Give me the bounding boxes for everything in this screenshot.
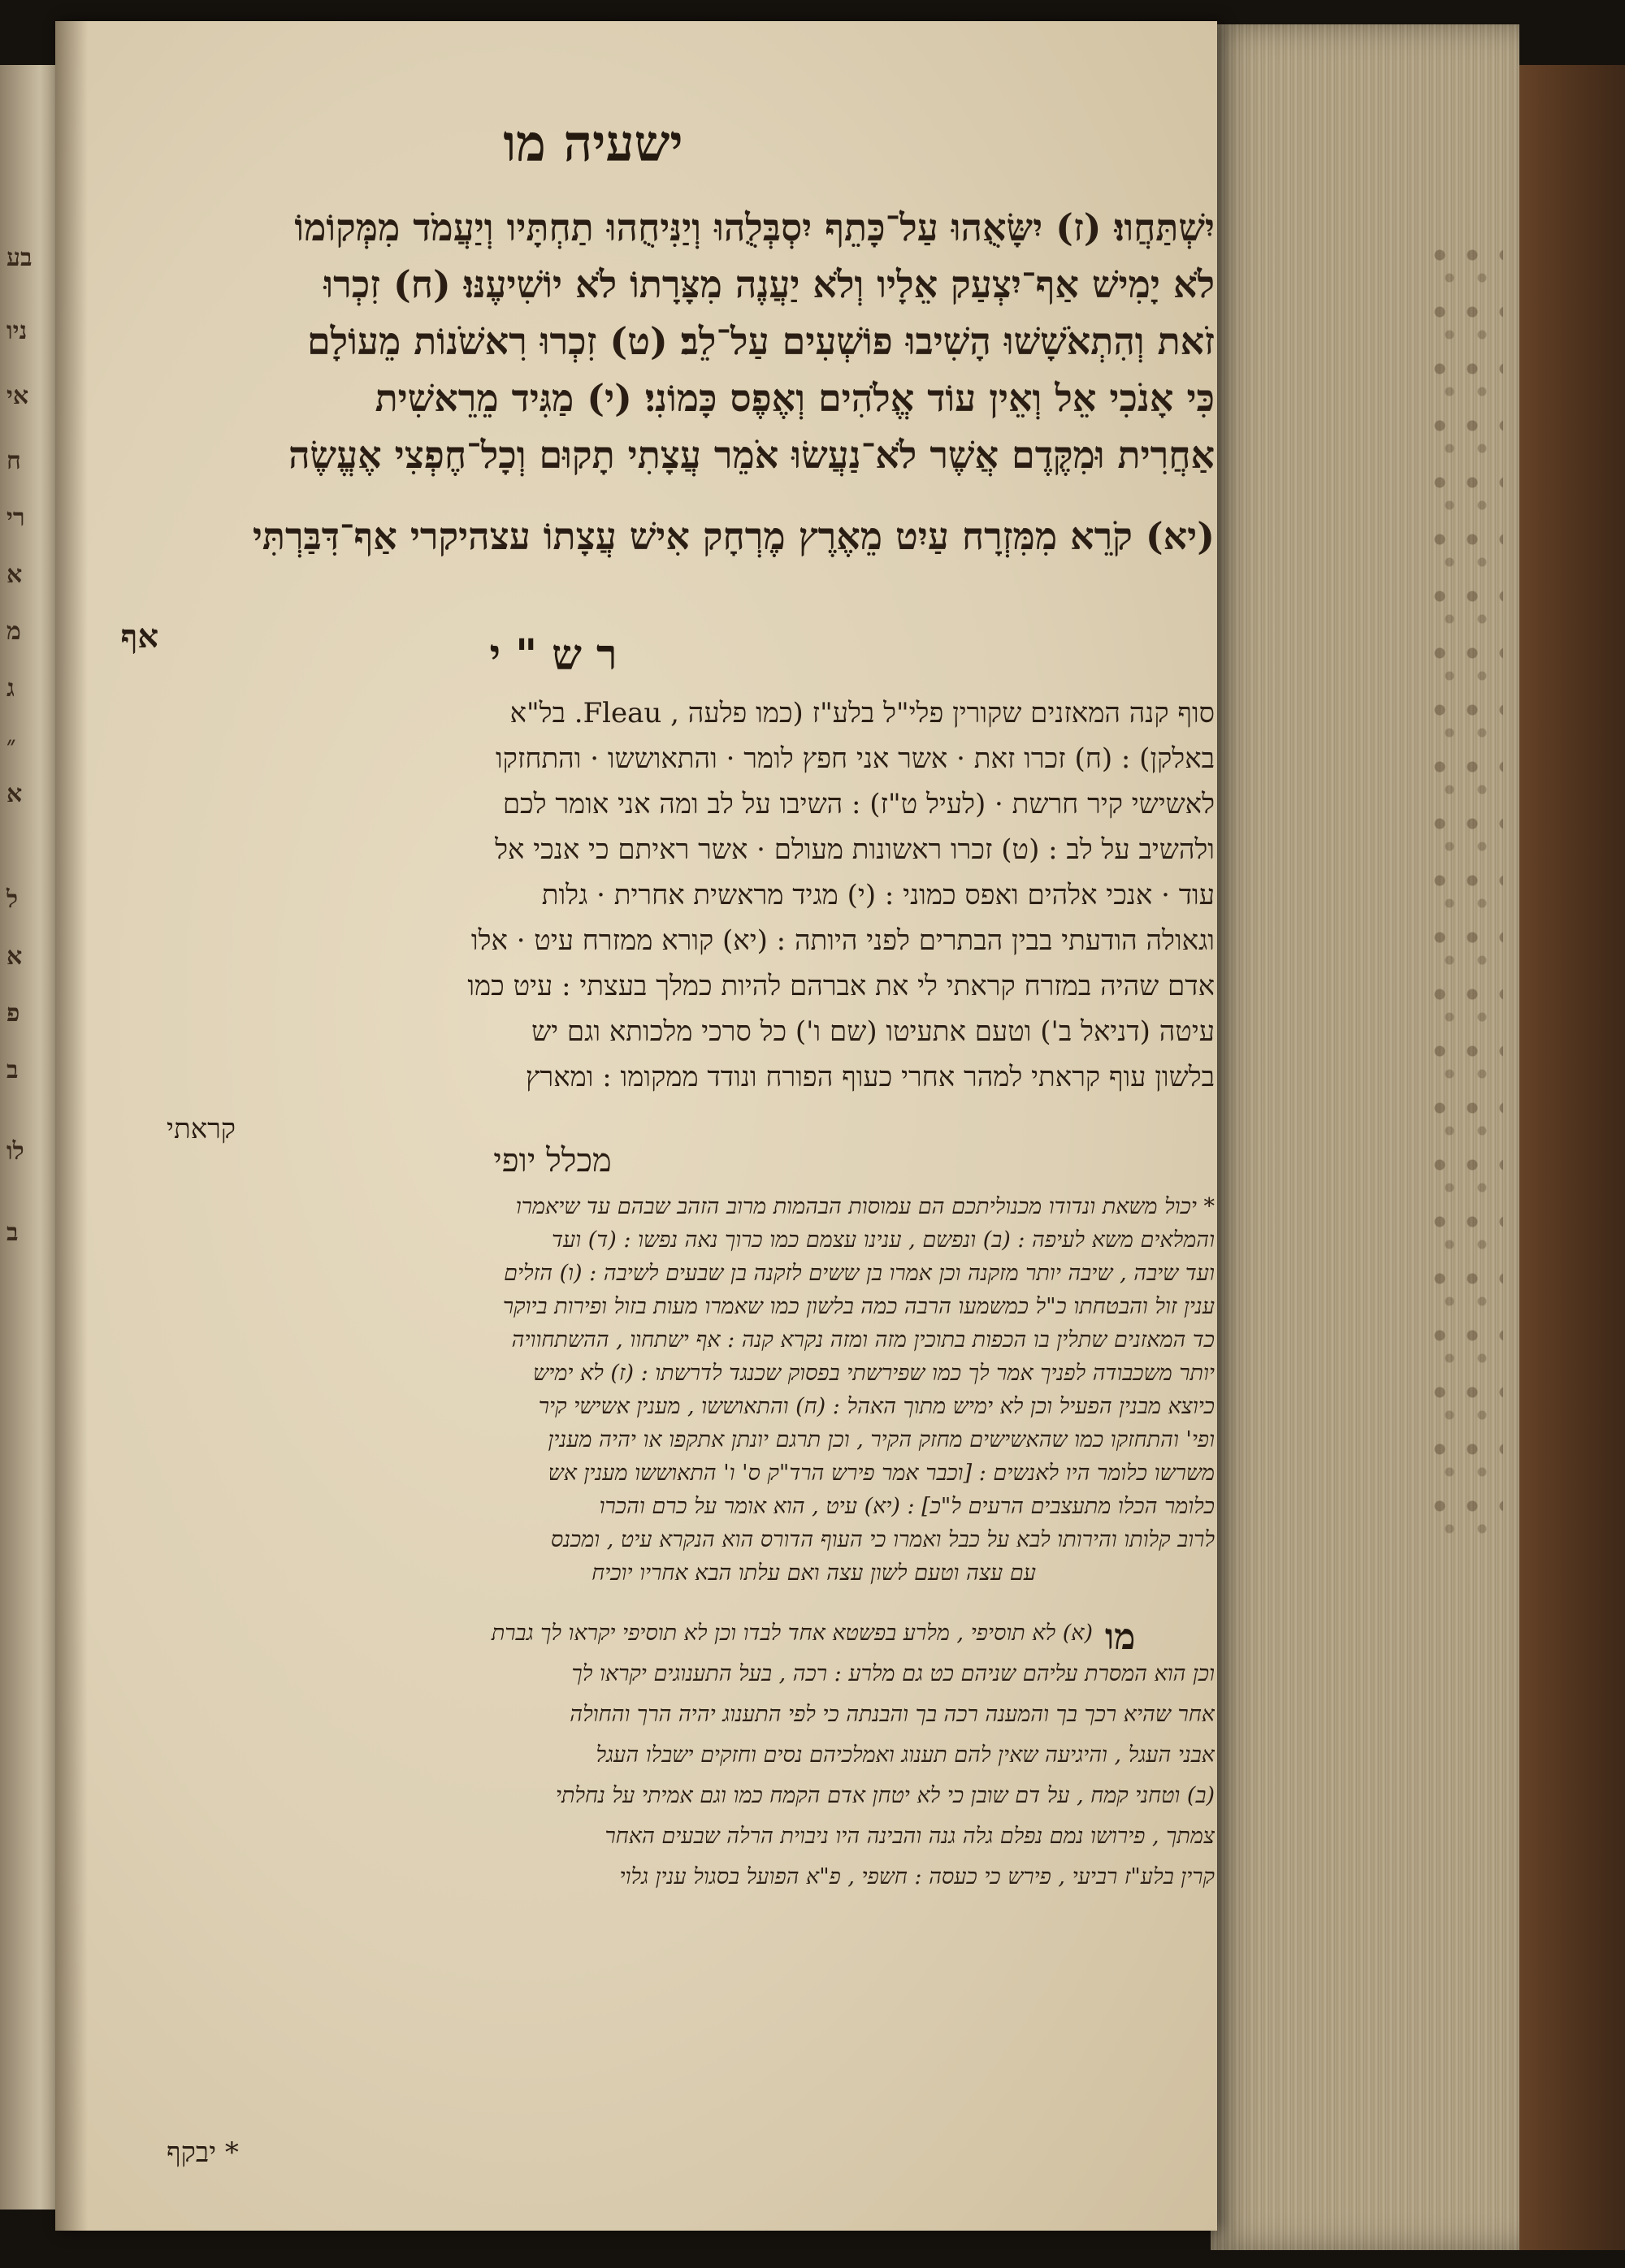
mikhlal-line: * יכול משאת ונדודו מכנוליתכם הם עמוסות הבהמות מרוב הזהב שבהם עד שיאמרו	[515, 1194, 1215, 1219]
rashi-line: בלשון עוף קראתי למהר אחרי כעוף הפורח ונודד ממקומו : ומארץ	[525, 1061, 1215, 1093]
verse-line: (יא) קֹרֵא מִמִּזְרָח עַיִט מֵאֶרֶץ מֶרְחָק אִישׁ עֲצָתוֹ עצהיקרי אַף־דִּבַּרְתִּי	[252, 514, 1215, 558]
left-page-fragment: ג	[6, 674, 15, 703]
chapter-marker: מו	[1105, 1617, 1136, 1658]
left-page-fragment: ב	[6, 1056, 19, 1084]
left-page-fragment: ח	[6, 447, 21, 475]
mikhlal-line: ענין זול והבטחתו כ"ל כמשמעו הרבה כמה בלשון כמו שאמרו מעות בזול ופירות ביוקר	[502, 1294, 1215, 1319]
mikhlal-line: וכן הוא המסרת עליהם שניהם כט גם מלרע : רכה , בעל התענוגים יקראו לך	[571, 1661, 1215, 1686]
verse-line: אַחֲרִית וּמִקֶּדֶם אֲשֶׁר לֹא־נַעֲשׂוּ אֹמֵר עֲצָתִי תָקוּם וְכָל־חֶפְצִי אֶעֱשֶׂה	[288, 433, 1215, 477]
mikhlal-line: אחר שהיא רכך בך והמענה רכה בך והבנתה כי לפי התענוג יהיה הרך והחולה	[570, 1702, 1215, 1727]
rashi-line: סוף קנה המאזנים שקורין פלי"ל בלע"ז (כמו פלעה , Fleau. בל"א	[509, 697, 1215, 729]
mikhlal-line: קרין בלע"ז רביעי , פירש כי כעסה : חשפי , פ"א הפועל בסגול ענין גלוי	[619, 1864, 1215, 1889]
left-page-fragment: פ	[6, 999, 20, 1028]
page-edge-stains	[1430, 244, 1503, 1543]
signature-mark: * יבקף	[167, 2136, 239, 2169]
verse-catchword: אף	[120, 617, 158, 656]
running-head: ישעיה מו	[503, 114, 683, 173]
left-page-fragment: אי	[6, 382, 29, 410]
mikhlal-line: (ב) וטחני קמח , על דם שובן כי לא יטחן אדם הקמח כמו וגם אמיתי על נחלתי	[555, 1783, 1215, 1808]
rashi-line: אדם שהיה במזרח קראתי לי את אברהם להיות כמלך בעצתי : עיט כמו	[467, 970, 1215, 1002]
mikhlal-line: יותר משכבודה לפניך אמר לך כמו שפירשתי בפסוק שכנגד לדרשתו : (ז) לא ימיש	[533, 1361, 1215, 1386]
left-page-fragment: ב	[6, 1218, 19, 1247]
left-page-fragment: לו	[6, 1137, 24, 1166]
rashi-line: וגאולה הודעתי בבין הבתרים לפני היותה : (יא) קורא ממזרח עיט · אלו	[470, 924, 1215, 957]
verse-line: כִּי אָנֹכִי אֵל וְאֵין עוֹד אֱלֹהִים וְאֶפֶס כָּמוֹנִי׃ (י) מַגִּיד מֵרֵאשִׁית	[375, 376, 1215, 420]
left-page-fragment: ל	[6, 885, 19, 914]
left-page-fragment: ״	[6, 731, 16, 760]
mikhlal-line: כד המאזנים שתלין בו הכפות בתוכין מזה ומזה נקרא קנה : אף ישתחוו , ההשתחוויה	[511, 1327, 1215, 1353]
mikhlal-line: (א) לא תוסיפי , מלרע בפשטא אחד לבדו וכן לא תוסיפי יקראו לך גברת	[491, 1621, 1093, 1646]
mikhlal-line: צמתך , פירושו נמם נפלם גלה גנה והבינה היו ניבוית הרלה שבעים האחר	[604, 1824, 1215, 1849]
rashi-heading: רש"י	[489, 630, 632, 680]
rashi-line: ולהשיב על לב : (ט) זכרו ראשונות מעולם · אשר ראיתם כי אנכי אל	[495, 833, 1215, 866]
mikhlal-line: משרשו כלומר היו לאנשים : [וכבר אמר פירש הרד"ק ס' ו' התאוששו מענין אש	[548, 1461, 1215, 1486]
rashi-catchword: קראתי	[167, 1113, 236, 1145]
mikhlal-line: ופי' והתחזקו כמו שהאשישים מחזק הקיר , וכן תרגם יונתן אתקפו או יהיה מענין	[548, 1427, 1215, 1452]
sub-heading: מכלל יופי	[493, 1142, 612, 1179]
left-page-fragment: א	[6, 780, 23, 808]
mikhlal-line: עם עצה וטעם לשון עצה ואם עלתו הבא אחריו יוכיח	[592, 1560, 1036, 1586]
left-page-fragment: ניו	[6, 317, 28, 345]
left-page-fragment: א	[6, 942, 23, 971]
mikhlal-line: ועד שיבה , שיבה יותר מזקנה וכן אמרו בן ששים לזקנה בן שבעים לשיבה : (ו) הזלים	[504, 1261, 1215, 1286]
verse-line: יִשְׁתַּחֲווּ׃ (ז) יִשָּׂאֻהוּ עַל־כָּתֵף יִסְבְּלֻהוּ וְיַנִּיחֻהוּ תַחְתָּיו וְיַעֲמֹד מִמְּקוֹמוֹ	[294, 206, 1215, 249]
mikhlal-line: לרוב קלותו והירותו לבא על כבל ואמרו כי העוף הדורס הוא הנקרא עיט , ומכנס	[550, 1527, 1215, 1552]
verse-line: זֹאת וְהִתְאֹשָׁשׁוּ הָשִׁיבוּ פוֹשְׁעִים עַל־לֵב׃ (ט) זִכְרוּ רִאשֹׁנוֹת מֵעוֹלָם	[306, 319, 1215, 363]
verse-line: לֹא יָמִישׁ אַף־יִצְעַק אֵלָיו וְלֹא יַעֲנֶה מִצָּרָתוֹ לֹא יוֹשִׁיעֶנּוּ׃ (ח) זִכְרוּ	[323, 262, 1215, 306]
left-page-fragment: א	[6, 561, 23, 589]
rashi-line: עיטה (דניאל ב') וטעם אתעיטו (שם ו') כל סרכי מלכותא וגם יש	[531, 1015, 1215, 1048]
rashi-line: באלקן) : (ח) זכרו זאת · אשר אני חפץ לומר · והתאוששו · והתחזקו	[495, 742, 1215, 775]
left-page-fragment: מ	[6, 617, 21, 646]
rashi-line: עוד · אנכי אלהים ואפס כמוני : (י) מגיד מראשית אחרית · גלות	[541, 879, 1215, 911]
left-page-edge	[0, 65, 57, 2210]
mikhlal-line: כלומר הכלו מתעצבים הרעים ל"כ] : (יא) עיט , הוא אומר על כרם והכרו	[599, 1494, 1215, 1519]
left-page-fragment: בע	[6, 244, 32, 272]
mikhlal-line: כיוצא מבנין הפעיל וכן לא ימיש מתוך האהל : (ח) והתאוששו , מענין אשישי קיר	[538, 1394, 1215, 1419]
rashi-line: לאשישי קיר חרשת · (לעיל ט"ז) : השיבו על לב ומה אני אומר לכם	[502, 788, 1215, 820]
mikhlal-line: אבני העגל , והיגיעה שאין להם תענוג ואמלכיהם נסים וחזקים ישבלו העגל	[596, 1742, 1215, 1768]
mikhlal-line: והמלאים משא לעיפה : (ב) ונפשם , ענינו עצמם כמו כרוך נאה נפשו : (ד) ועד	[552, 1227, 1215, 1253]
left-page-fragment: רי	[6, 504, 25, 532]
